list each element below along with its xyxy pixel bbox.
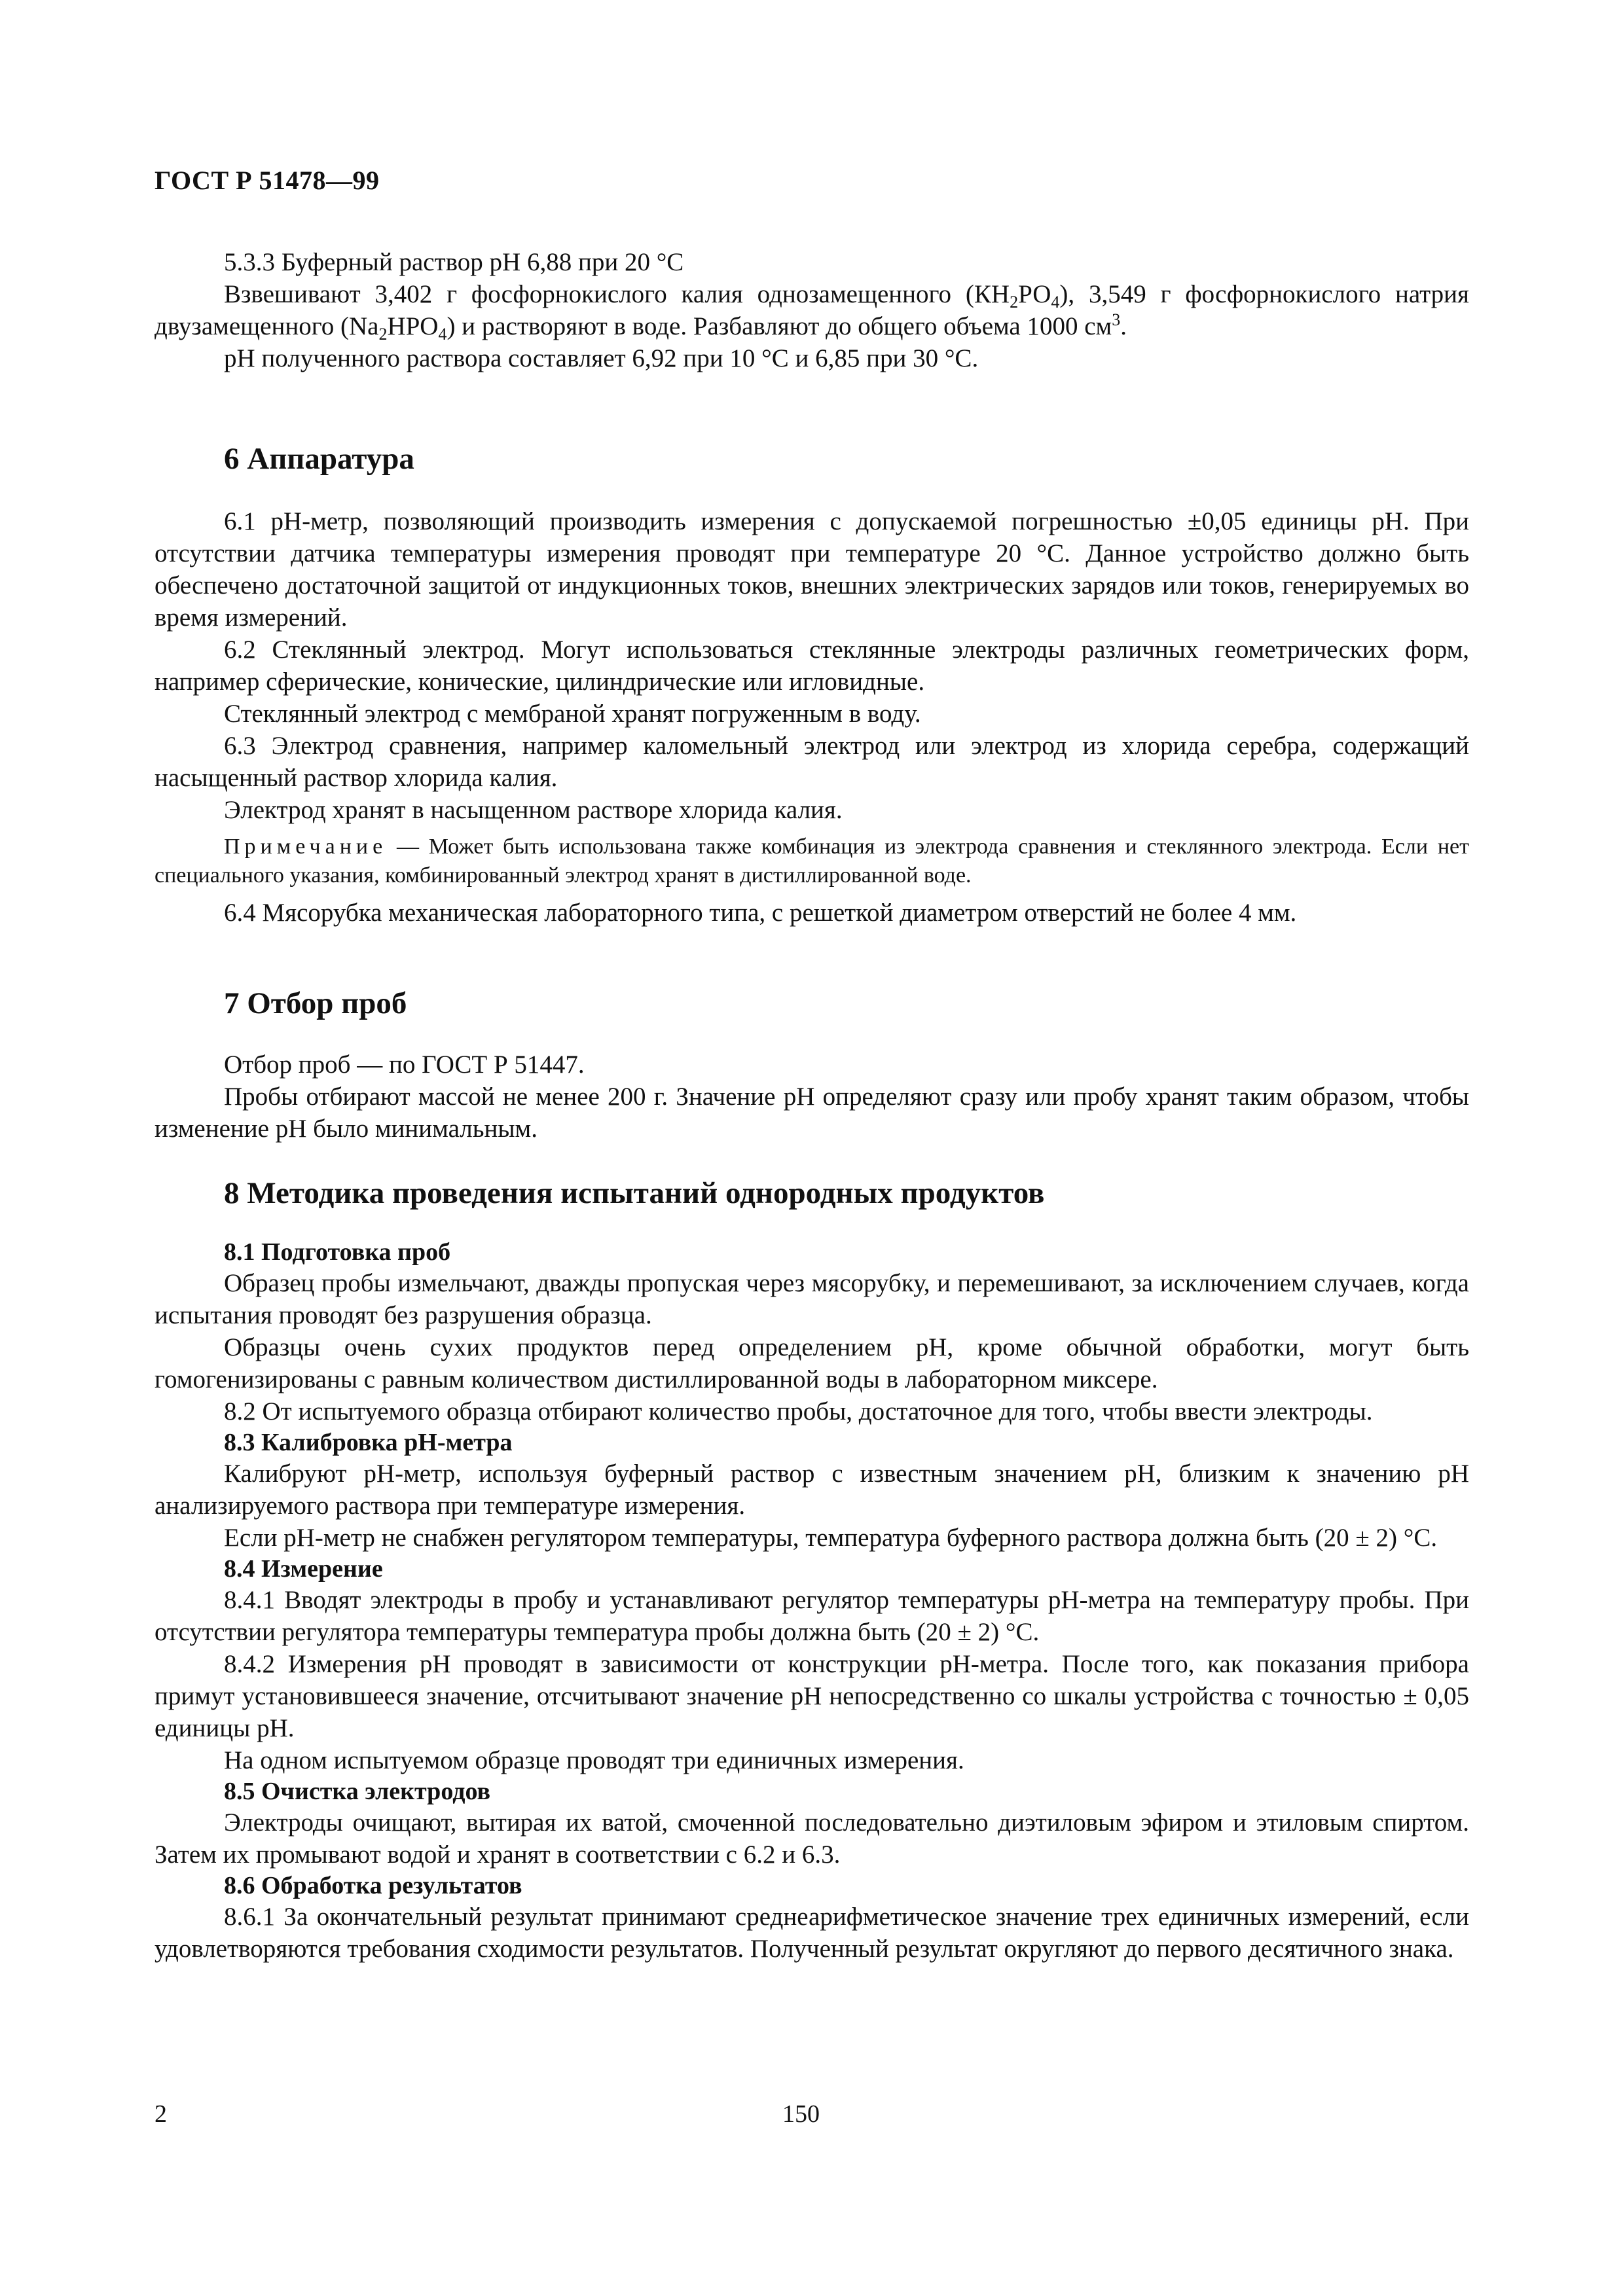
paragraph: Электроды очищают, вытирая их ватой, смоченной последовательно диэтиловым эфиром и этиловым спиртом. Затем их промывают водой и хранят в соответствии с 6.2 и 6.3. <box>155 1808 1469 1869</box>
paragraph: 8.6.1 За окончательный результат принимают среднеарифметическое значение трех единичных измерений, если удовлетворяются требования сходимости результатов. Полученный результат округляют до первого десятичного знака. <box>155 1903 1469 1963</box>
section-5-3-3 <box>155 246 1469 374</box>
section-heading-7: 7 Отбор проб <box>224 986 407 1020</box>
paragraph: 6.2 Стеклянный электрод. Могут использоваться стеклянные электроды различных геометрических форм, например сферические, конические, цилиндрические или игловидные. <box>155 636 1469 696</box>
paragraph: 8.4.1 Вводят электроды в пробу и устанавливают регулятор температуры рН-метра на температуру пробы. При отсутствии регулятора температуры температура пробы должна быть (20 ± 2) °С. <box>155 1586 1469 1646</box>
note-text: — Может быть использована также комбинация из электрода сравнения и стеклянного электрода. Если нет специального указания, комбинированный электрод хранят в дистиллированной воде. <box>155 834 1469 888</box>
paragraph: 6.4 Мясорубка механическая лабораторного типа, с решеткой диаметром отверстий не более 4 мм. <box>224 899 1297 927</box>
paragraph: Пробы отбирают массой не менее 200 г. Значение рН определяют сразу или пробу хранят таким образом, чтобы изменение рН было минимальным. <box>155 1083 1469 1143</box>
note <box>155 833 1469 890</box>
section-heading-8: 8 Методика проведения испытаний однородных продуктов <box>224 1176 1045 1210</box>
subsection-heading: 8.6 Обработка результатов <box>224 1872 522 1899</box>
paragraph: Образцы очень сухих продуктов перед определением рН, кроме обычной обработки, могут быть гомогенизированы с равным количеством дистиллированной воды в лабораторном миксере. <box>155 1333 1469 1393</box>
paragraph: Образец пробы измельчают, дважды пропуская через мясорубку, и перемешивают, за исключением случаев, когда испытания проводят без разрушения образца. <box>155 1269 1469 1329</box>
paragraph: На одном испытуемом образце проводят три единичных измерения. <box>224 1746 964 1774</box>
subsection-heading: 8.1 Подготовка проб <box>224 1238 451 1266</box>
paragraph: Отбор проб — по ГОСТ Р 51447. <box>224 1050 585 1079</box>
section-6-body <box>155 505 1469 929</box>
paragraph: 8.4.2 Измерения рН проводят в зависимости от конструкции рН-метра. После того, как показания прибора примут установившееся значение, отсчитывают значение рН непосредственно со шкалы устройства с точностью ± 0,05 единицы рН. <box>155 1650 1469 1742</box>
note-label: Примечание <box>224 834 388 859</box>
paragraph: Электрод хранят в насыщенном растворе хлорида калия. <box>224 796 843 824</box>
paragraph: Калибруют рН-метр, используя буферный раствор с известным значением рН, близким к значению рН анализируемого раствора при температуре измерения. <box>155 1460 1469 1520</box>
page-number-left: 2 <box>155 2100 167 2128</box>
clause-title: 5.3.3 Буферный раствор рН 6,88 при 20 °С <box>224 248 684 276</box>
page-number-center: 150 <box>782 2100 820 2128</box>
subsection-heading: 8.4 Измерение <box>224 1555 383 1583</box>
subsection-heading: 8.5 Очистка электродов <box>224 1778 491 1805</box>
section-heading-6: 6 Аппаратура <box>224 442 414 476</box>
section-8-body <box>155 1237 1469 1965</box>
paragraph: 6.1 рН-метр, позволяющий производить измерения с допускаемой погрешностью ±0,05 единицы рН. При отсутствии датчика температуры измерения проводят при температуре 20 °С. Данное устройство должно быть обеспечено достаточной защитой от индукционных токов, внешних электрических зарядов или токов, генерируемых во время измерений. <box>155 507 1469 632</box>
paragraph: 8.2 От испытуемого образца отбирают количество пробы, достаточное для того, чтобы ввести электроды. <box>224 1397 1373 1426</box>
paragraph: Стеклянный электрод с мембраной хранят погруженным в воду. <box>224 700 921 728</box>
subsection-heading: 8.3 Калибровка рН-метра <box>224 1429 513 1456</box>
paragraph: 6.3 Электрод сравнения, например каломельный электрод или электрод из хлорида серебра, содержащий насыщенный раствор хлорида калия. <box>155 732 1469 792</box>
document-id: ГОСТ Р 51478—99 <box>155 166 380 195</box>
paragraph: Если рН-метр не снабжен регулятором температуры, температура буферного раствора должна быть (20 ± 2) °С. <box>224 1524 1438 1552</box>
paragraph: Взвешивают 3,402 г фосфорнокислого калия однозамещенного $(КН_2РО_4)$, 3,549 г фосфорнокислого натрия двузамещенного $(Na_2HPO_4)$ и растворяют в воде. Разбавляют до общего объема 1000 $см^3$. <box>155 280 1469 344</box>
section-7-body <box>155 1049 1469 1145</box>
paragraph: рН полученного раствора составляет 6,92 при 10 °С и 6,85 при 30 °С. <box>224 344 979 372</box>
